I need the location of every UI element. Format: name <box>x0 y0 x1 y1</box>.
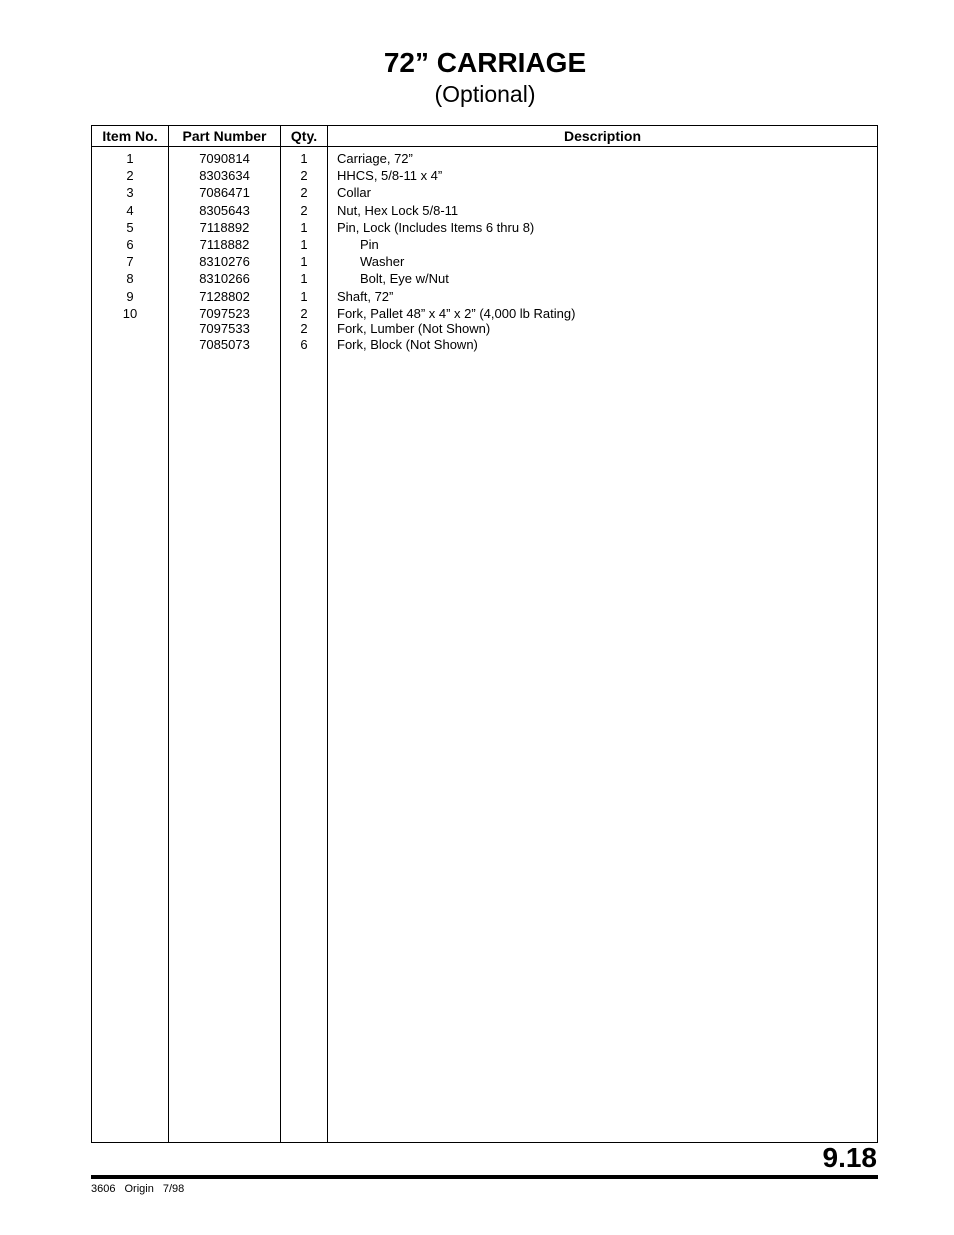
item-no-cell: 7 <box>126 254 134 270</box>
description-cell: Nut, Hex Lock 5/8-11 <box>337 202 459 218</box>
item-no-cell: 5 <box>126 219 134 235</box>
description-cell: Fork, Pallet 48” x 4” x 2” (4,000 lb Rating) <box>337 305 576 321</box>
part-number-cell: 7097523 <box>199 305 250 321</box>
part-number-cell: 7118882 <box>199 236 250 252</box>
part-number-cell: 8303634 <box>199 168 250 184</box>
part-number-cell: 8305643 <box>199 202 250 218</box>
table-row <box>92 305 877 321</box>
part-number-cell: 7118892 <box>199 219 250 235</box>
header-description: Description <box>563 128 641 144</box>
qty-cell: 2 <box>300 185 308 201</box>
description-cell: Fork, Block (Not Shown) <box>337 336 478 352</box>
item-no-cell: 10 <box>122 305 138 321</box>
qty-cell: 2 <box>300 168 308 184</box>
page-title: 72” CARRIAGE <box>383 47 587 78</box>
item-no-cell: 9 <box>126 288 134 304</box>
table-row <box>92 150 877 167</box>
description-cell: Carriage, 72” <box>337 151 413 166</box>
item-no-cell: 3 <box>126 185 134 201</box>
item-no-cell: 4 <box>126 202 134 218</box>
part-number-cell: 8310266 <box>199 271 250 287</box>
footer-rule <box>91 1175 878 1179</box>
table-row <box>92 288 877 305</box>
part-number-cell: 7085073 <box>199 336 250 352</box>
parts-table <box>91 125 878 1143</box>
item-no-cell: 6 <box>126 236 134 252</box>
description-cell: Collar <box>337 185 371 201</box>
table-row <box>92 320 877 336</box>
part-number-cell: 7097533 <box>199 321 250 337</box>
header-item-no: Item No. <box>102 128 158 144</box>
qty-cell: 2 <box>300 202 308 218</box>
header-part-number: Part Number <box>182 128 267 144</box>
table-row <box>92 219 877 236</box>
part-number-cell: 7086471 <box>199 185 250 201</box>
description-cell: Washer <box>360 254 405 270</box>
table-row <box>92 202 877 219</box>
description-cell: Pin, Lock (Includes Items 6 thru 8) <box>337 219 535 235</box>
item-no-cell: 2 <box>126 168 134 184</box>
page-number: 9.18 <box>822 1142 877 1173</box>
description-cell: Shaft, 72” <box>337 288 394 304</box>
header-divider <box>92 146 877 147</box>
footer <box>91 1182 193 1196</box>
footer-label: Origin <box>124 1183 154 1195</box>
table-row <box>92 253 877 270</box>
item-no-cell: 8 <box>126 271 134 287</box>
table-row <box>92 167 877 184</box>
footer-doc-number: 3606 <box>91 1183 116 1195</box>
qty-cell: 1 <box>300 271 308 287</box>
qty-cell: 6 <box>300 336 308 352</box>
qty-cell: 1 <box>300 254 308 270</box>
part-number-cell: 7128802 <box>199 288 250 304</box>
page-subtitle: (Optional) <box>434 81 536 107</box>
table-body <box>92 150 877 353</box>
description-cell: Bolt, Eye w/Nut <box>360 271 449 287</box>
description-cell: Fork, Lumber (Not Shown) <box>337 321 491 337</box>
part-number-cell: 7090814 <box>199 151 250 166</box>
qty-cell: 1 <box>300 151 308 166</box>
table-row <box>92 336 877 353</box>
header-qty: Qty. <box>290 128 318 144</box>
description-cell: Pin <box>360 236 379 252</box>
description-cell: HHCS, 5/8-11 x 4” <box>337 168 443 184</box>
qty-cell: 1 <box>300 288 308 304</box>
part-number-cell: 8310276 <box>199 254 250 270</box>
table-row <box>92 236 877 253</box>
qty-cell: 1 <box>300 219 308 235</box>
qty-cell: 2 <box>300 305 308 321</box>
table-row <box>92 184 877 201</box>
footer-date: 7/98 <box>162 1183 185 1195</box>
qty-cell: 2 <box>300 321 308 337</box>
item-no-cell: 1 <box>126 151 134 166</box>
table-row <box>92 270 877 287</box>
qty-cell: 1 <box>300 236 308 252</box>
